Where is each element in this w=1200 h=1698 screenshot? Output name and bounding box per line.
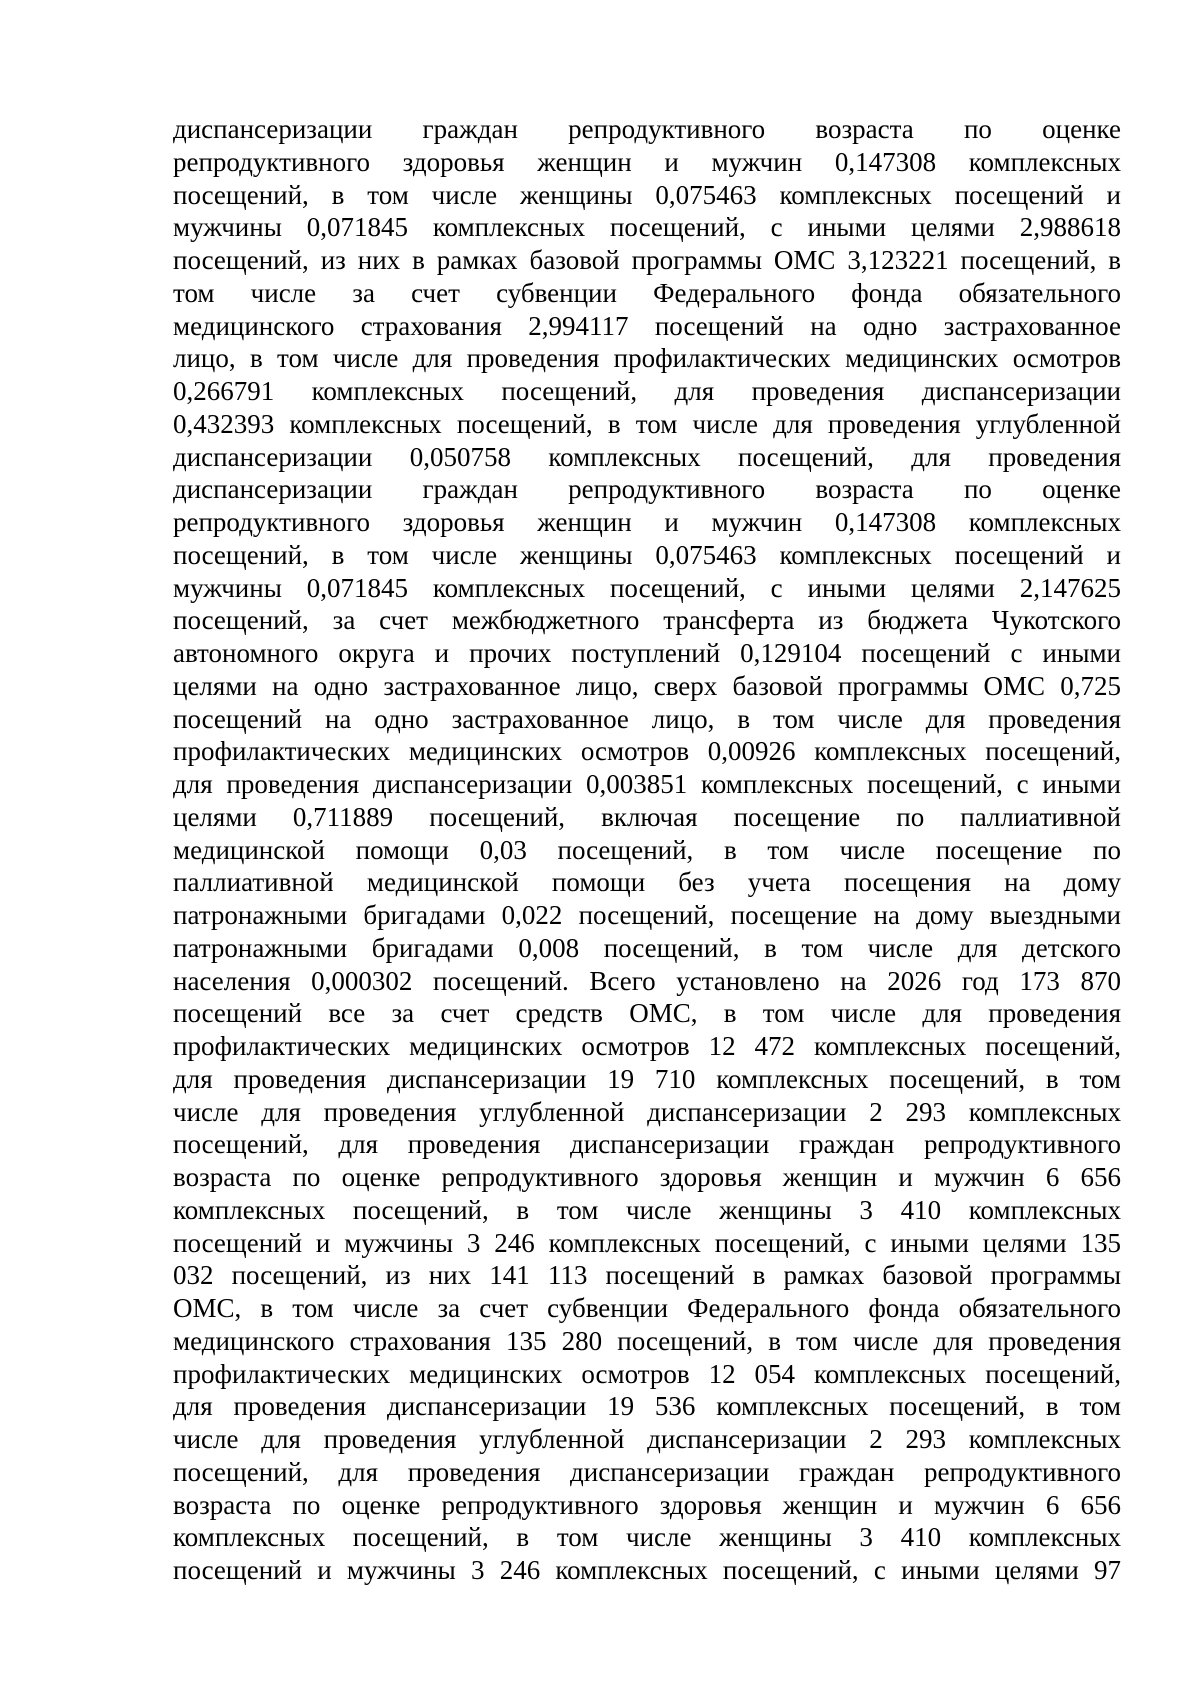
text-line: патронажными бригадами 0,022 посещений, посещение на дому выездными: [173, 900, 1121, 930]
text-line: посещений, для проведения диспансеризации граждан репродуктивного: [173, 1456, 1121, 1487]
text-line: возраста по оценке репродуктивного здоровья женщин и мужчин 6 656: [173, 1162, 1121, 1192]
text-line: лицо, в том числе для проведения профилактических медицинских осмотров: [173, 343, 1121, 374]
text-line: ОМС, в том числе за счет субвенции Федерального фонда обязательного: [173, 1293, 1121, 1323]
text-line: 0,432393 комплексных посещений, в том числе для проведения углубленной: [173, 408, 1121, 439]
text-line: мужчины 0,071845 комплексных посещений, с иными целями 2,147625: [173, 572, 1121, 603]
text-line: посещений, для проведения диспансеризации граждан репродуктивного: [173, 1129, 1121, 1160]
text-line: том числе за счет субвенции Федерального фонда обязательного: [173, 277, 1121, 308]
text-line: профилактических медицинских осмотров 12 472 комплексных посещений,: [173, 1031, 1121, 1061]
text-line: числе для проведения углубленной диспансеризации 2 293 комплексных: [173, 1096, 1121, 1127]
text-line: 032 посещений, из них 141 113 посещений в рамках базовой программы: [173, 1260, 1121, 1291]
text-line: комплексных посещений, в том числе женщины 3 410 комплексных: [173, 1194, 1121, 1225]
text-line: посещений и мужчины 3 246 комплексных посещений, с иными целями 97: [173, 1555, 1121, 1585]
text-line: профилактических медицинских осмотров 12 054 комплексных посещений,: [173, 1358, 1121, 1389]
text-line: диспансеризации 0,050758 комплексных посещений, для проведения: [173, 441, 1121, 472]
text-line: для проведения диспансеризации 0,003851 комплексных посещений, с иными: [173, 769, 1121, 799]
text-line: для проведения диспансеризации 19 536 комплексных посещений, в том: [173, 1391, 1121, 1422]
text-line: комплексных посещений, в том числе женщины 3 410 комплексных: [173, 1522, 1121, 1553]
text-line: посещений, в том числе женщины 0,075463 комплексных посещений и: [173, 179, 1121, 210]
text-line: патронажными бригадами 0,008 посещений, в том числе для детского: [173, 932, 1121, 963]
text-line: посещений, в том числе женщины 0,075463 комплексных посещений и: [173, 539, 1121, 570]
text-line: 0,266791 комплексных посещений, для проведения диспансеризации: [173, 376, 1121, 406]
text-line: диспансеризации граждан репродуктивного возраста по оценке: [173, 114, 1121, 144]
text-line: целями 0,711889 посещений, включая посещение по паллиативной: [173, 801, 1121, 832]
body-paragraph: [173, 113, 1121, 1587]
text-line: автономного округа и прочих поступлений 0,129104 посещений с иными: [173, 638, 1121, 668]
text-line: репродуктивного здоровья женщин и мужчин 0,147308 комплексных: [173, 146, 1121, 177]
text-line: целями на одно застрахованное лицо, сверх базовой программы ОМС 0,725: [173, 670, 1121, 701]
text-line: посещений, из них в рамках базовой программы ОМС 3,123221 посещений, в: [173, 245, 1121, 275]
text-line: числе для проведения углубленной диспансеризации 2 293 комплексных: [173, 1424, 1121, 1454]
text-line: посещений и мужчины 3 246 комплексных посещений, с иными целями 135: [173, 1227, 1121, 1258]
text-line: медицинского страхования 135 280 посещений, в том числе для проведения: [173, 1325, 1121, 1356]
text-line: медицинской помощи 0,03 посещений, в том числе посещение по: [173, 834, 1121, 865]
text-line: посещений, за счет межбюджетного трансферта из бюджета Чукотского: [173, 605, 1121, 636]
text-line: мужчины 0,071845 комплексных посещений, с иными целями 2,988618: [173, 212, 1121, 243]
text-line: медицинского страхования 2,994117 посещений на одно застрахованное: [173, 310, 1121, 341]
text-line: населения 0,000302 посещений. Всего установлено на 2026 год 173 870: [173, 965, 1121, 996]
text-line: репродуктивного здоровья женщин и мужчин 0,147308 комплексных: [173, 507, 1121, 537]
text-line: посещений все за счет средств ОМС, в том числе для проведения: [173, 998, 1121, 1029]
text-line: для проведения диспансеризации 19 710 комплексных посещений, в том: [173, 1063, 1121, 1094]
text-line: посещений на одно застрахованное лицо, в том числе для проведения: [173, 703, 1121, 734]
text-line: паллиативной медицинской помощи без учета посещения на дому: [173, 867, 1121, 898]
text-line: диспансеризации граждан репродуктивного возраста по оценке: [173, 474, 1121, 505]
text-line: возраста по оценке репродуктивного здоровья женщин и мужчин 6 656: [173, 1489, 1121, 1520]
text-line: профилактических медицинских осмотров 0,00926 комплексных посещений,: [173, 736, 1121, 767]
